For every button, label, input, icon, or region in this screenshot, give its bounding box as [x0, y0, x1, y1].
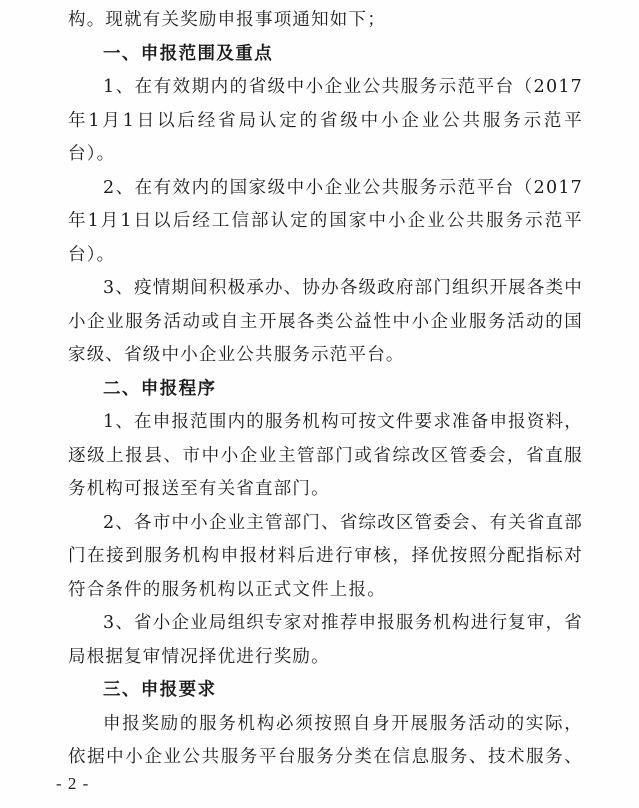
paragraph-line: 1、在有效期内的省级中小企业公共服务示范平台（2017 — [103, 77, 583, 97]
paragraph-line: 1、在申报范围内的服务机构可按文件要求准备申报资料， — [103, 412, 583, 432]
paragraph-line: 年1月1日以后经省局认定的省级中小企业公共服务示范平 — [68, 110, 583, 131]
paragraph-line: 局根据复审情况择优进行奖励。 — [68, 646, 330, 667]
paragraph-line: 3、省小企业局组织专家对推荐申报服务机构进行复审，省 — [103, 613, 583, 633]
paragraph-line: 构。现就有关奖励申报事项通知如下； — [68, 10, 386, 30]
paragraph-line: 申报奖励的服务机构必须按照自身开展服务活动的实际， — [103, 713, 583, 734]
paragraph-line: 台）。 — [68, 244, 116, 265]
paragraph-line: 门在接到服务机构申报材料后进行审核，择优按照分配指标对 — [68, 546, 583, 566]
paragraph-line: 逐级上报县、市中小企业主管部门或省综改区管委会，省直服 — [68, 445, 583, 466]
paragraph-line: 家级、省级中小企业公共服务示范平台。 — [68, 345, 405, 365]
paragraph-line: 符合条件的服务机构以正式文件上报。 — [68, 579, 386, 600]
paragraph-line: 2、各市中小企业主管部门、省综改区管委会、有关省直部 — [103, 512, 583, 533]
section-heading: 二、申报程序 — [103, 378, 217, 399]
section-heading: 三、申报要求 — [103, 680, 217, 700]
paragraph-line: 年1月1日以后经工信部认定的国家中小企业公共服务示范平 — [68, 211, 583, 231]
page-number: - 2 - — [56, 774, 90, 793]
paragraph-line: 务机构可报送至有关省直部门。 — [68, 479, 330, 499]
document-body — [68, 4, 583, 775]
paragraph-line: 依据中小企业公共服务平台服务分类在信息服务、技术服务、 — [68, 747, 583, 767]
paragraph-line: 台）。 — [68, 144, 116, 164]
section-heading: 一、申报范围及重点 — [103, 43, 274, 64]
paragraph-line: 2、在有效内的国家级中小企业公共服务示范平台（2017 — [103, 177, 583, 198]
paragraph-line: 3、疫情期间积极承办、协办各级政府部门组织开展各类中 — [103, 278, 583, 298]
paragraph-line: 小企业服务活动或自主开展各类公益性中小企业服务活动的国 — [68, 311, 583, 332]
